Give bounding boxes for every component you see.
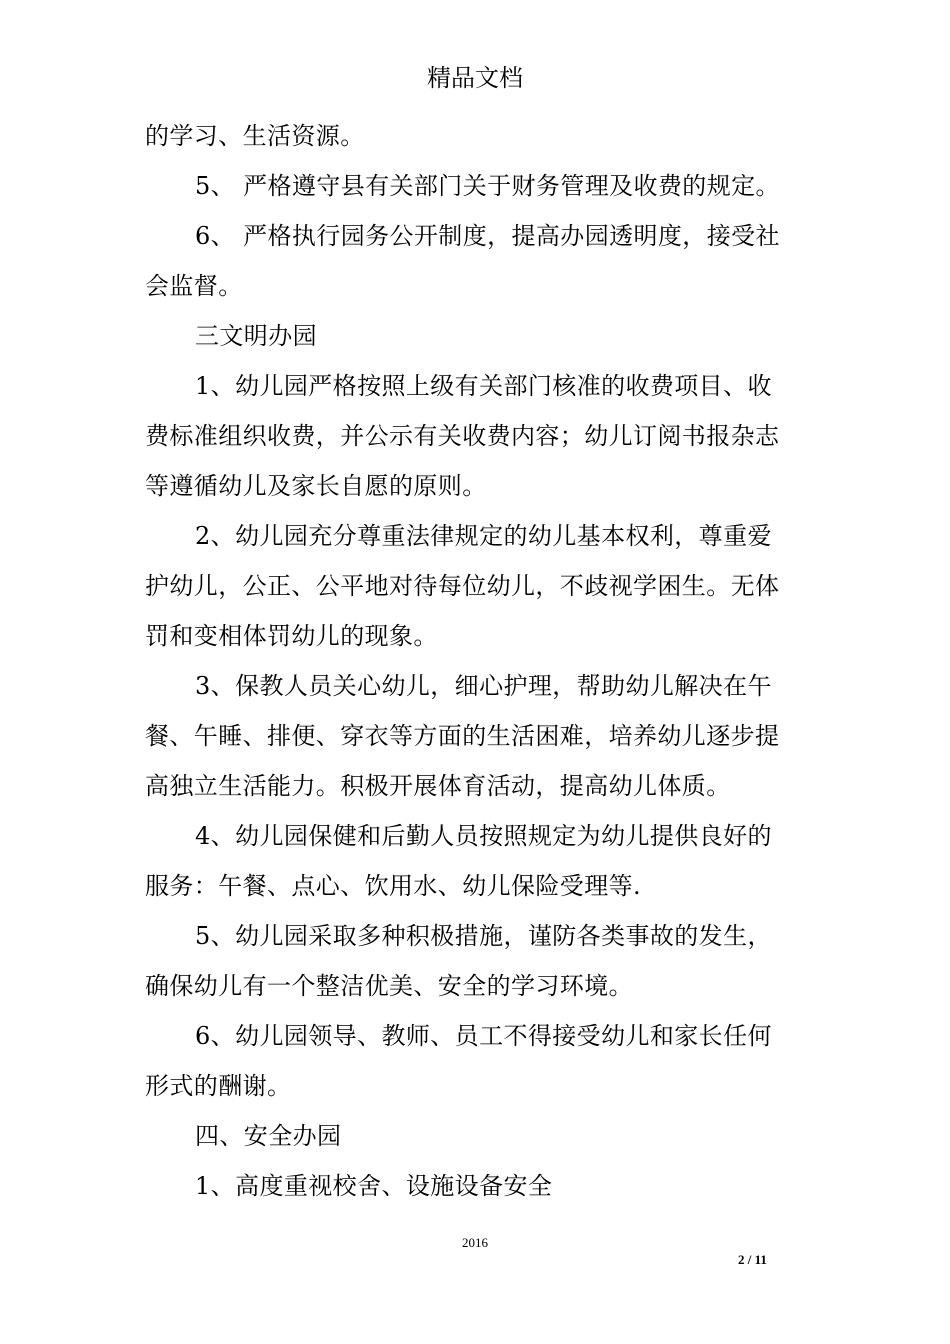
- text-line-11: 罚和变相体罚幼儿的现象。: [145, 622, 438, 650]
- text-line-2: 5、 严格遵守县有关部门关于财务管理及收费的规定。: [195, 172, 780, 200]
- text-line-20: 形式的酬谢。: [145, 1072, 292, 1100]
- text-line-8: 等遵循幼儿及家长自愿的原则。: [145, 472, 487, 500]
- text-line-13: 餐、午睡、排便、穿衣等方面的生活困难，培养幼儿逐步提: [145, 722, 780, 750]
- page-number: 2 / 11: [738, 1252, 767, 1267]
- section-heading-wenming: 三文明办园: [195, 322, 317, 350]
- text-line-10: 护幼儿，公正、公平地对待每位幼儿，不歧视学困生。无体: [145, 572, 780, 600]
- footer-year: 2016: [462, 1235, 488, 1250]
- text-line-9: 2、幼儿园充分尊重法律规定的幼儿基本权利，尊重爱: [195, 522, 772, 550]
- text-line-6: 1、幼儿园严格按照上级有关部门核准的收费项目、收: [195, 372, 772, 400]
- page-header: 精品文档: [427, 64, 523, 92]
- text-line-1: 的学习、生活资源。: [145, 122, 365, 150]
- text-line-22: 1、高度重视校舍、设施设备安全: [195, 1172, 553, 1200]
- document-body: [145, 111, 825, 1211]
- text-line-12: 3、保教人员关心幼儿，细心护理，帮助幼儿解决在午: [195, 672, 772, 700]
- text-line-15: 4、幼儿园保健和后勤人员按照规定为幼儿提供良好的: [195, 822, 772, 850]
- text-line-17: 5、幼儿园采取多种积极措施，谨防各类事故的发生，: [195, 922, 772, 950]
- text-line-14: 高独立生活能力。积极开展体育活动，提高幼儿体质。: [145, 772, 731, 800]
- text-line-7: 费标准组织收费，并公示有关收费内容；幼儿订阅书报杂志: [145, 422, 780, 450]
- text-line-19: 6、幼儿园领导、教师、员工不得接受幼儿和家长任何: [195, 1022, 772, 1050]
- text-line-3: 6、 严格执行园务公开制度，提高办园透明度，接受社: [195, 222, 780, 250]
- text-line-4: 会监督。: [145, 272, 243, 300]
- text-line-16: 服务：午餐、点心、饮用水、幼儿保险受理等.: [145, 872, 642, 900]
- section-heading-anquan: 四、安全办园: [195, 1122, 342, 1150]
- text-line-18: 确保幼儿有一个整洁优美、安全的学习环境。: [145, 972, 633, 1000]
